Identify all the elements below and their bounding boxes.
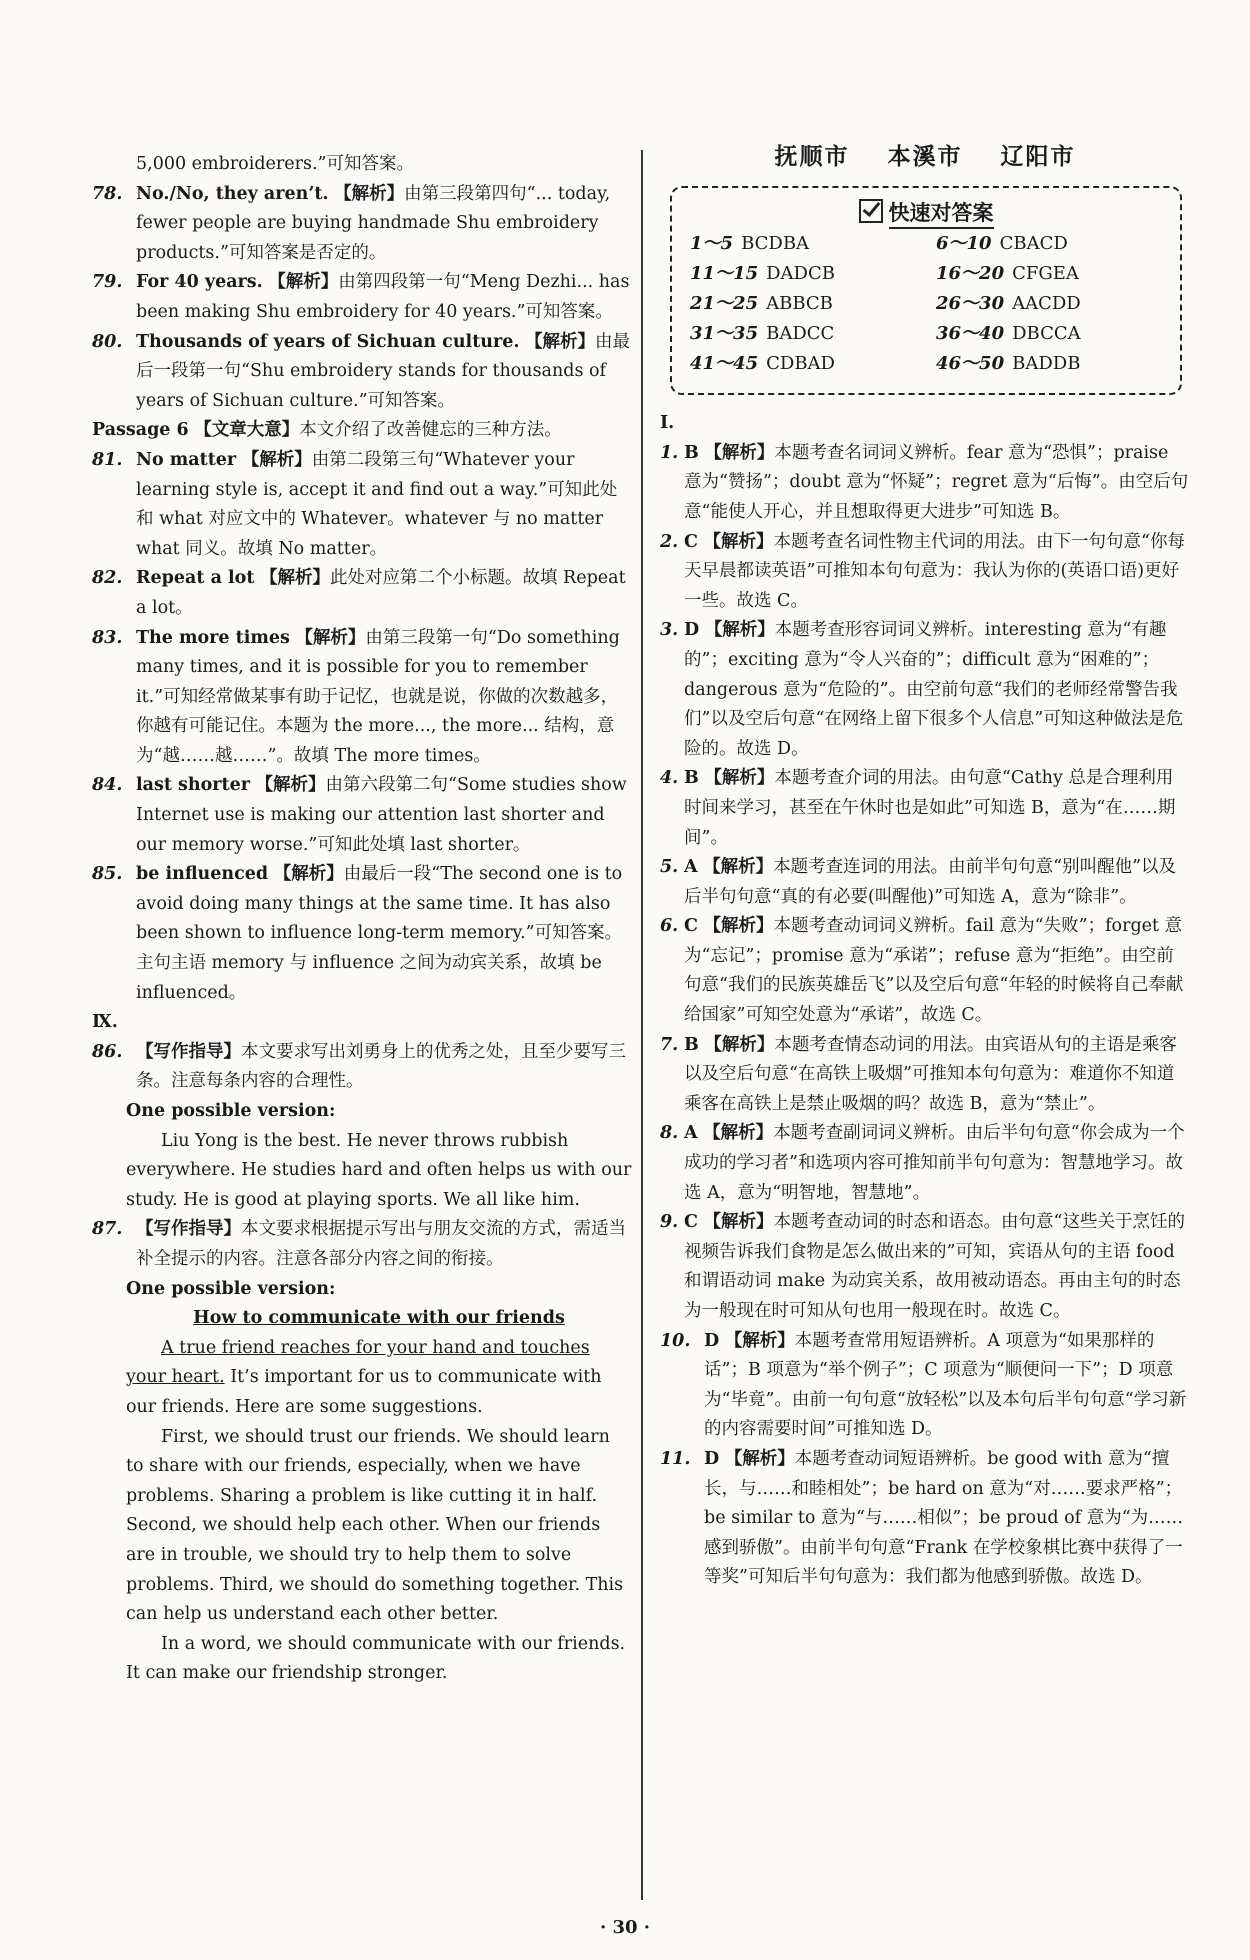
answer-84 bbox=[92, 771, 632, 860]
answer-letters: DBCCA bbox=[1012, 323, 1081, 345]
item-number: 80. bbox=[92, 331, 123, 352]
answer-letter: D bbox=[704, 1448, 720, 1469]
item-number: 3. bbox=[660, 620, 679, 641]
quick-answer-cell bbox=[936, 259, 1162, 289]
answer-item bbox=[660, 439, 1190, 528]
answer-item bbox=[660, 1208, 1190, 1326]
answer-letter: C bbox=[684, 1212, 698, 1233]
passage-label: Passage 6 bbox=[92, 420, 189, 441]
analysis-tag: 【解析】 bbox=[334, 183, 405, 204]
answer-item bbox=[660, 528, 1190, 617]
answer-80 bbox=[92, 328, 632, 417]
analysis-tag: 【解析】 bbox=[268, 272, 339, 293]
analysis-tag: 【解析】 bbox=[704, 620, 775, 641]
section-1-heading: Ⅰ. bbox=[660, 413, 675, 434]
answer-item bbox=[660, 764, 1190, 853]
underlined-sentence: A true friend reaches for your hand and touches your heart. bbox=[126, 1337, 590, 1388]
sample-essay-87 bbox=[92, 1334, 632, 1689]
sample-essay-86 bbox=[92, 1127, 632, 1216]
answer-text: last shorter bbox=[136, 775, 250, 796]
answer-letter: A bbox=[684, 857, 698, 878]
guidance-tag: 【写作指导】 bbox=[136, 1219, 241, 1240]
quick-answer-cell bbox=[690, 229, 916, 259]
analysis-tag: 【解析】 bbox=[703, 916, 774, 937]
analysis-tag: 【解析】 bbox=[724, 1330, 795, 1351]
essay-paragraph: Liu Yong is the best. He never throws rubbish everywhere. He studies hard and often helps us with our study. He is good at playing sports. We all like him. bbox=[126, 1130, 632, 1210]
analysis-text: 由最后一段第一句“Shu embroidery stands for thousands of years of Sichuan culture.”可知答案。 bbox=[136, 331, 631, 411]
answer-list bbox=[660, 439, 1190, 1593]
answer-range: 1～5 bbox=[690, 233, 734, 255]
quick-answer-cell bbox=[936, 349, 1162, 379]
answer-letters: CDBAD bbox=[766, 353, 835, 375]
answer-text: Thousands of years of Sichuan culture. bbox=[136, 331, 520, 352]
analysis-tag: 【解析】 bbox=[525, 331, 596, 352]
item-number: 10. bbox=[660, 1330, 691, 1351]
analysis-text: 本题考查情态动词的用法。由宾语从句的主语是乘客以及空后句意“在高铁上吸烟”可推知本句句意为：难道你不知道乘客在高铁上是禁止吸烟的吗？故选 B，意为“禁止”。 bbox=[684, 1034, 1177, 1114]
cities-heading bbox=[660, 142, 1190, 172]
analysis-tag: 【解析】 bbox=[295, 627, 366, 648]
answer-range: 21～25 bbox=[690, 293, 759, 315]
quick-answer-cell bbox=[690, 349, 916, 379]
city-name: 抚顺市 bbox=[774, 143, 850, 170]
analysis-tag: 【解析】 bbox=[703, 531, 774, 552]
quick-answer-cell bbox=[936, 229, 1162, 259]
item-number: 6. bbox=[660, 916, 679, 937]
answer-letter: D bbox=[684, 620, 700, 641]
version-label: One possible version: bbox=[126, 1101, 336, 1121]
answer-text: No./No, they aren’t. bbox=[136, 183, 329, 204]
answer-item bbox=[660, 912, 1190, 1030]
analysis-text: 由第四段第一句“Meng Dezhi... has been making Shu embroidery for 40 years.”可知答案。 bbox=[136, 272, 630, 322]
writing-87 bbox=[92, 1215, 632, 1274]
guidance-tag: 【写作指导】 bbox=[136, 1041, 241, 1062]
item-number: 81. bbox=[92, 449, 123, 470]
analysis-text: 本题考查动词词义辨析。fail 意为“失败”；forget 意为“忘记”；promise 意为“承诺”；refuse 意为“拒绝”。由空前句意“我们的民族英雄岳飞”以及空后句意“年轻的时候将自己奉献给国家”可知空处意为“承诺”，故选 C。 bbox=[684, 916, 1184, 1026]
item-number: 1. bbox=[660, 442, 679, 463]
item-number: 83. bbox=[92, 627, 123, 648]
answer-letters: DADCB bbox=[766, 263, 835, 285]
answer-range: 16～20 bbox=[936, 263, 1005, 285]
item-number: 85. bbox=[92, 864, 123, 885]
analysis-tag: 【解析】 bbox=[259, 568, 330, 589]
answer-81 bbox=[92, 446, 632, 564]
item-number: 4. bbox=[660, 768, 679, 789]
essay-paragraph-3: In a word, we should communicate with our friends. It can make our friendship stronger. bbox=[126, 1633, 626, 1684]
analysis-text: 本题考查名词词义辨析。fear 意为“恐惧”；praise 意为“赞扬”；doubt 意为“怀疑”；regret 意为“后悔”。由空后句意“能使人开心，并且想取得更大进步”可知选 B。 bbox=[684, 442, 1189, 522]
answer-text: be influenced bbox=[136, 864, 269, 885]
analysis-text: 本题考查副词词义辨析。由后半句句意“你会成为一个成功的学习者”和选项内容可推知前半句句意为：智慧地学习。故选 A，意为“明智地，智慧地”。 bbox=[684, 1123, 1185, 1203]
answer-letters: CBACD bbox=[999, 233, 1068, 255]
analysis-tag: 【解析】 bbox=[704, 442, 775, 463]
analysis-text: 由第六段第二句“Some studies show Internet use is making our attention last shorter and our memory worse.”可知此处填 last shorter。 bbox=[136, 775, 627, 855]
quick-answer-cell bbox=[690, 259, 916, 289]
right-column bbox=[660, 143, 1190, 1593]
essay-paragraph-1: A true friend reaches for your hand and touches your heart. It’s important for us to communicate with our friends. Here are some suggestions. bbox=[126, 1337, 602, 1417]
checkbox-icon bbox=[859, 199, 883, 223]
analysis-tag: 【解析】 bbox=[704, 768, 775, 789]
summary-tag: 【文章大意】 bbox=[194, 420, 300, 441]
city-name: 本溪市 bbox=[887, 143, 963, 170]
quick-answer-grid bbox=[690, 229, 1162, 379]
answer-range: 36～40 bbox=[936, 323, 1005, 345]
essay-title: How to communicate with our friends bbox=[193, 1308, 565, 1329]
quick-answer-cell bbox=[690, 289, 916, 319]
quick-answer-cell bbox=[936, 319, 1162, 349]
answer-range: 31～35 bbox=[690, 323, 759, 345]
answer-letters: BCDBA bbox=[741, 233, 810, 255]
item-number: 86. bbox=[92, 1041, 123, 1062]
analysis-text: 由第三段第四句“... today, fewer people are buying handmade Shu embroidery products.”可知答案是否定的。 bbox=[136, 183, 611, 263]
answer-text: No matter bbox=[136, 449, 237, 470]
analysis-text: 本题考查常用短语辨析。A 项意为“如果那样的话”；B 项意为“举个例子”；C 项意为“顺便问一下”；D 项意为“毕竟”。由前一句句意“放轻松”以及本句后半句句意“学习新的内容需要时间”可推知选 D。 bbox=[704, 1330, 1187, 1440]
answer-letter: B bbox=[684, 768, 699, 789]
answer-item bbox=[660, 1445, 1190, 1593]
column-divider bbox=[641, 150, 643, 1900]
analysis-text: 本题考查形容词词义辨析。interesting 意为“有趣的”；exciting 意为“令人兴奋的”；difficult 意为“困难的”；dangerous 意为“危险的”。由空前句意“我们的老师经常警告我们”以及空后句意“在网络上留下很多个人信息”可知这种做法是危险的。故选 D。 bbox=[684, 620, 1184, 759]
item-number: 5. bbox=[660, 857, 679, 878]
analysis-tag: 【解析】 bbox=[724, 1448, 795, 1469]
answer-letters: AACDD bbox=[1012, 293, 1081, 315]
item-number: 9. bbox=[660, 1212, 679, 1233]
item-number: 7. bbox=[660, 1034, 679, 1055]
answer-letters: BADCC bbox=[766, 323, 835, 345]
section-9-heading: Ⅸ. bbox=[92, 1012, 118, 1033]
answer-letter: A bbox=[684, 1123, 698, 1144]
answer-letter: B bbox=[684, 1034, 699, 1055]
guidance-text: 本文要求写出刘勇身上的优秀之处，且至少要写三条。注意每条内容的合理性。 bbox=[136, 1041, 626, 1092]
analysis-tag: 【解析】 bbox=[703, 1212, 774, 1233]
analysis-tag: 【解析】 bbox=[703, 1123, 774, 1144]
version-label: One possible version: bbox=[126, 1278, 336, 1299]
answer-83 bbox=[92, 624, 632, 772]
answer-82 bbox=[92, 564, 632, 623]
analysis-tag: 【解析】 bbox=[241, 449, 312, 470]
quick-answer-title: 快速对答案 bbox=[690, 198, 1162, 228]
answer-letters: CFGEA bbox=[1012, 263, 1079, 285]
analysis-tag: 【解析】 bbox=[703, 857, 774, 878]
answer-item bbox=[660, 616, 1190, 764]
answer-85 bbox=[92, 860, 632, 1008]
analysis-text: 本题考查动词的时态和语态。由句意“这些关于烹饪的视频告诉我们食物是怎么做出来的”可知，宾语从句的主语 food 和谓语动词 make 为动宾关系，故用被动语态。再由主句的时态为一般现在时可知从句也用一般现在时。故选 C。 bbox=[684, 1212, 1185, 1321]
answer-range: 46～50 bbox=[936, 353, 1005, 375]
passage-6-summary bbox=[92, 416, 632, 446]
answer-letters: ABBCB bbox=[766, 293, 833, 315]
answer-letter: C bbox=[684, 531, 698, 552]
answer-range: 11～15 bbox=[690, 263, 759, 285]
answer-text: Repeat a lot bbox=[136, 568, 255, 589]
answer-range: 6～10 bbox=[936, 233, 992, 255]
continuation-text: 5,000 embroiderers.”可知答案。 bbox=[136, 154, 414, 174]
analysis-text: 本题考查动词短语辨析。be good with 意为“擅长，与……和睦相处”；be hard on 意为“对……要求严格”；be similar to 意为“与……相似”；be proud of 意为“为……感到骄傲”。由前半句句意“Frank 在学校象棋比赛中获得了一等奖”可知后半句句意为：我们都为他感到骄傲。故选 D。 bbox=[704, 1448, 1184, 1588]
answer-range: 26～30 bbox=[936, 293, 1005, 315]
item-number: 8. bbox=[660, 1123, 679, 1144]
quick-answer-cell bbox=[936, 289, 1162, 319]
essay-paragraph-2: First, we should trust our friends. We should learn to share with our friends, especially, when we have problems. Sharing a problem is like cutting it in half. Second, we should help each other. When our friends are in trouble, we should try to help them to solve problems. Third, we should do something together. This can help us understand each other better. bbox=[126, 1426, 624, 1625]
analysis-tag: 【解析】 bbox=[704, 1034, 775, 1055]
answer-letter: C bbox=[684, 916, 698, 937]
answer-letters: BADDB bbox=[1012, 353, 1081, 375]
item-number: 79. bbox=[92, 272, 123, 293]
answer-item bbox=[660, 1119, 1190, 1208]
city-name: 辽阳市 bbox=[1000, 143, 1076, 170]
analysis-text: 此处对应第二个小标题。故填 Repeat a lot。 bbox=[136, 568, 626, 618]
item-number: 84. bbox=[92, 775, 123, 796]
summary-text: 本文介绍了改善健忘的三种方法。 bbox=[299, 420, 562, 441]
item-number: 82. bbox=[92, 568, 123, 589]
left-column bbox=[92, 150, 632, 1689]
answer-78 bbox=[92, 180, 632, 269]
analysis-text: 由第三段第一句“Do something many times, and it is possible for you to remember it.”可知经常做某事有助于记忆，也就是说，你做的次数越多，你越有可能记住。本题为 the more..., the more... 结构，意为“越……越……”。故填 The more times。 bbox=[136, 627, 620, 766]
answer-range: 41～45 bbox=[690, 353, 759, 375]
item-number: 87. bbox=[92, 1219, 123, 1240]
item-number: 78. bbox=[92, 183, 123, 204]
analysis-text: 本题考查名词性物主代词的用法。由下一句句意“你每天早晨都读英语”可推知本句句意为：我认为你的(英语口语)更好一些。故选 C。 bbox=[684, 531, 1185, 611]
analysis-text: 由最后一段“The second one is to avoid doing many things at the same time. It has also been shown to influence long-term memory.”可知答案。主句主语 memory 与 influence 之间为动宾关系，故填 be influenced。 bbox=[136, 864, 623, 1003]
answer-item bbox=[660, 853, 1190, 912]
answer-text: The more times bbox=[136, 627, 290, 648]
analysis-tag: 【解析】 bbox=[273, 864, 344, 885]
item-number: 2. bbox=[660, 531, 679, 552]
analysis-text: 本题考查连词的用法。由前半句句意“别叫醒他”以及后半句句意“真的有必要(叫醒他)”可知选 A，意为“除非”。 bbox=[684, 857, 1177, 907]
answer-item bbox=[660, 1327, 1190, 1445]
quick-answer-cell bbox=[690, 319, 916, 349]
quick-answer-box bbox=[670, 186, 1182, 396]
answer-text: For 40 years. bbox=[136, 272, 263, 293]
answer-79 bbox=[92, 268, 632, 327]
item-number: 11. bbox=[660, 1448, 691, 1469]
answer-item bbox=[660, 1031, 1190, 1120]
guidance-text: 本文要求根据提示写出与朋友交流的方式，需适当补全提示的内容。注意各部分内容之间的衔接。 bbox=[136, 1219, 626, 1269]
analysis-tag: 【解析】 bbox=[255, 775, 326, 796]
analysis-text: 本题考查介词的用法。由句意“Cathy 总是合理利用时间来学习，甚至在午休时也是如此”可知选 B，意为“在……期间”。 bbox=[684, 768, 1176, 848]
writing-86 bbox=[92, 1038, 632, 1097]
answer-letter: D bbox=[704, 1330, 720, 1351]
page-number: · 30 · bbox=[599, 1917, 651, 1938]
analysis-text: 由第二段第三句“Whatever your learning style is, accept it and find out a way.”可知此处和 what 对应文中的 Whatever。whatever 与 no matter what 同义。故填 No matter。 bbox=[136, 449, 618, 559]
answer-letter: B bbox=[684, 442, 699, 463]
